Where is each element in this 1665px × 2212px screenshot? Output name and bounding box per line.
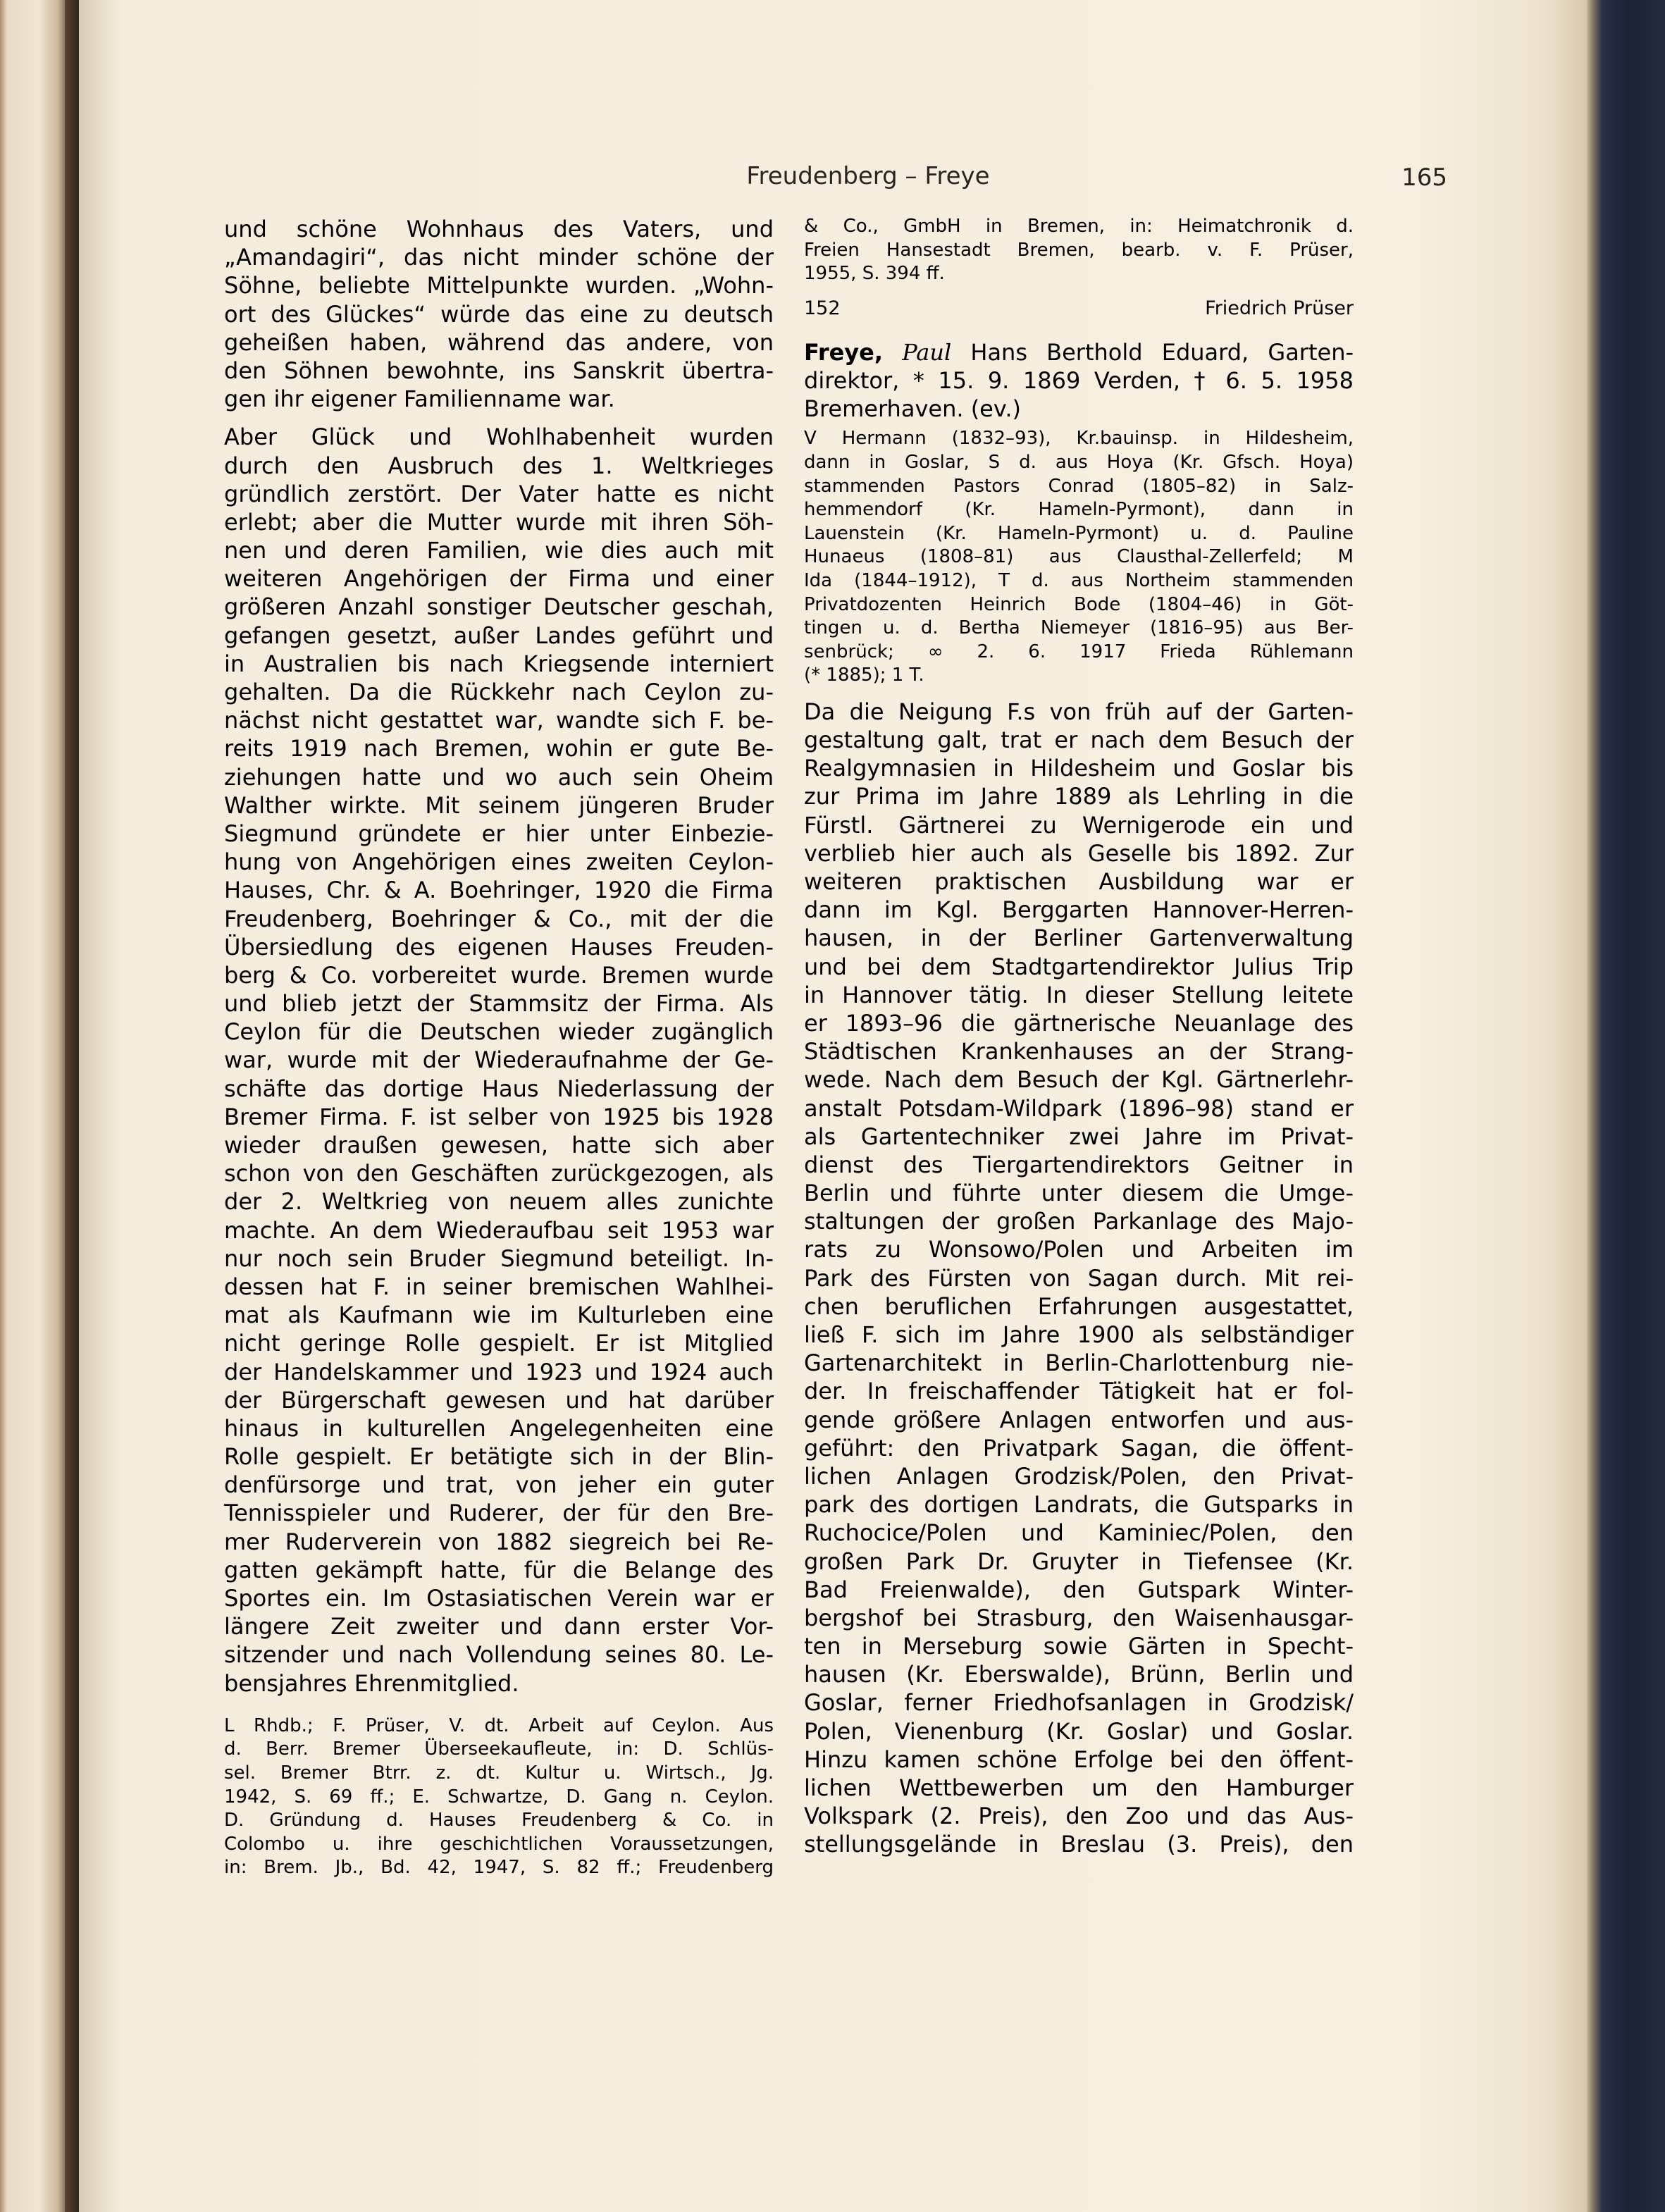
text-line: den Söhnen bewohnte, ins Sanskrit übertra- xyxy=(224,357,774,384)
text-line: Hauses, Chr. & A. Boehringer, 1920 die Firma xyxy=(224,877,774,904)
text-line: stellungsgelände in Breslau (3. Preis), den xyxy=(804,1831,1354,1858)
text-line: Tennisspieler und Ruderer, der für den Bre- xyxy=(224,1500,774,1527)
left-column xyxy=(224,215,774,1880)
entry-heading-line: direktor, * 15. 9. 1869 Verden, † 6. 5. 1958 xyxy=(804,366,1354,394)
text-line: Fürstl. Gärtnerei zu Wernigerode ein und xyxy=(804,811,1354,839)
entry-given-name: Paul xyxy=(902,338,952,366)
text-line: Bremer Firma. F. ist selber von 1925 bis 1928 xyxy=(224,1103,774,1130)
text-line: sel. Bremer Btrr. z. dt. Kultur u. Wirtsch., Jg. xyxy=(224,1762,774,1784)
text-line: Freudenberg, Boehringer & Co., mit der die xyxy=(224,905,774,932)
text-line: V Hermann (1832–93), Kr.bauinsp. in Hildesheim, xyxy=(804,428,1354,450)
text-line: großen Park Dr. Gruyter in Tiefensee (Kr. xyxy=(804,1547,1354,1575)
entry-heading-line: Bremerhaven. (ev.) xyxy=(804,395,1021,423)
text-line: park des dortigen Landrats, die Gutsparks in xyxy=(804,1491,1354,1519)
text-line: Aber Glück und Wohlhabenheit wurden xyxy=(224,424,774,451)
text-line: verblieb hier auch als Geselle bis 1892. Zur xyxy=(804,839,1354,867)
text-line: Lauenstein (Kr. Hameln-Pyrmont) u. d. Pauline xyxy=(804,522,1354,544)
paragraph-gap xyxy=(804,321,1354,338)
text-line: & Co., GmbH in Bremen, in: Heimatchronik d. xyxy=(804,216,1354,237)
literature-references xyxy=(224,1714,774,1880)
text-line: Privatdozenten Heinrich Bode (1804–46) in Göt- xyxy=(804,593,1354,615)
author-name: Friedrich Prüser xyxy=(1205,297,1354,319)
paragraph xyxy=(224,423,774,1697)
text-line: bensjahres Ehrenmitglied. xyxy=(224,1669,519,1697)
paragraph xyxy=(224,215,774,413)
text-line: in: Brem. Jb., Bd. 42, 1947, S. 82 ff.; Freudenberg xyxy=(224,1857,774,1879)
text-line: wieder draußen gewesen, hatte sich aber xyxy=(224,1132,774,1158)
text-line: schon von den Geschäften zurückgezogen, als xyxy=(224,1160,774,1187)
text-line: Söhne, beliebte Mittelpunkte wurden. „Wohn- xyxy=(224,272,774,299)
text-line: Rolle gespielt. Er betätigte sich in der Blin- xyxy=(224,1443,774,1471)
text-line: mer Ruderverein von 1882 siegreich bei Re- xyxy=(224,1528,774,1555)
text-line: war, wurde mit der Wiederaufnahme der Ge- xyxy=(224,1046,774,1074)
text-line: ort des Glückes“ würde das eine zu deutsch xyxy=(224,300,774,328)
text-line: gründlich zerstört. Der Vater hatte es nicht xyxy=(224,480,774,507)
text-line: berg & Co. vorbereitet wurde. Bremen wurde xyxy=(224,961,774,989)
text-line: hausen, in der Berliner Gartenverwaltung xyxy=(804,925,1354,952)
text-line: nächst nicht gestattet war, wandte sich F. be- xyxy=(224,707,774,734)
text-line: in Hannover tätig. In dieser Stellung leitete xyxy=(804,981,1354,1008)
text-line: durch den Ausbruch des 1. Weltkrieges xyxy=(224,452,774,479)
text-line: sitzender und nach Vollendung seines 80. Le- xyxy=(224,1641,774,1669)
paragraph-gap xyxy=(224,413,774,423)
text-line: L Rhdb.; F. Prüser, V. dt. Arbeit auf Ceylon. Aus xyxy=(224,1714,774,1736)
text-line: ten in Merseburg sowie Gärten in Specht- xyxy=(804,1633,1354,1660)
text-line: dann im Kgl. Berggarten Hannover-Herren- xyxy=(804,896,1354,924)
paragraph-gap xyxy=(804,688,1354,698)
text-line: 1942, S. 69 ff.; E. Schwartze, D. Gang n. Ceylon. xyxy=(224,1786,774,1808)
author-signature xyxy=(804,296,1354,321)
text-line: D. Gründung d. Hauses Freudenberg & Co. in xyxy=(224,1810,774,1831)
text-line: Städtischen Krankenhauses an der Strang- xyxy=(804,1038,1354,1065)
text-line: mat als Kaufmann wie im Kulturleben eine xyxy=(224,1302,774,1329)
text-line: der Handelskammer und 1923 und 1924 auch xyxy=(224,1358,774,1385)
text-line: lichen Wettbewerben um den Hamburger xyxy=(804,1774,1354,1801)
text-line: erlebt; aber die Mutter wurde mit ihren Söh- xyxy=(224,508,774,536)
text-line: Realgymnasien in Hildesheim und Goslar bis xyxy=(804,755,1354,782)
text-line: er 1893–96 die gärtnerische Neuanlage des xyxy=(804,1009,1354,1037)
text-line: Park des Fürsten von Sagan durch. Mit rei- xyxy=(804,1264,1354,1292)
text-line: stammenden Pastors Conrad (1805–82) in Salz- xyxy=(804,475,1354,497)
text-line: Freien Hansestadt Bremen, bearb. v. F. Prüser, xyxy=(804,239,1354,261)
text-line: wede. Nach dem Besuch der Kgl. Gärtnerlehr- xyxy=(804,1066,1354,1094)
entry-surname: Freye, xyxy=(804,338,884,366)
text-line: zur Prima im Jahre 1889 als Lehrling in die xyxy=(804,783,1354,810)
text-line: Goslar, ferner Friedhofsanlagen in Grodzisk/ xyxy=(804,1689,1354,1717)
text-line: und bei dem Stadtgartendirektor Julius Trip xyxy=(804,953,1354,980)
text-line: und blieb jetzt der Stammsitz der Firma. Als xyxy=(224,990,774,1018)
text-line: staltungen der großen Parkanlage des Majo- xyxy=(804,1208,1354,1235)
text-line: und schöne Wohnhaus des Vaters, und xyxy=(224,216,774,242)
literature-references-continued xyxy=(804,215,1354,286)
text-line: nen und deren Familien, wie dies auch mit xyxy=(224,537,774,564)
text-line: ziehungen hatte und wo auch sein Oheim xyxy=(224,763,774,791)
text-line: gehalten. Da die Rückkehr nach Ceylon zu- xyxy=(224,679,774,705)
text-line: geheißen haben, während das andere, von xyxy=(224,328,774,356)
text-line: Berlin und führte unter diesem die Umge- xyxy=(804,1180,1354,1207)
text-line: Ceylon für die Deutschen wieder zugänglich xyxy=(224,1018,774,1046)
text-line: Walther wirkte. Mit seinem jüngeren Bruder xyxy=(224,791,774,819)
text-line: Ruchocice/Polen und Kaminiec/Polen, den xyxy=(804,1519,1354,1547)
paragraph-gap xyxy=(804,286,1354,296)
text-line: (* 1885); 1 T. xyxy=(804,665,924,686)
text-line: Volkspark (2. Preis), den Zoo und das Aus- xyxy=(804,1803,1354,1830)
genealogy xyxy=(804,427,1354,688)
text-line: bergshof bei Strasburg, den Waisenhausgar- xyxy=(804,1604,1354,1631)
text-line: Gartenarchitekt in Berlin-Charlottenburg nie- xyxy=(804,1349,1354,1377)
text-line: machte. An dem Wiederaufbau seit 1953 war xyxy=(224,1216,774,1244)
text-line: dienst des Tiergartendirektors Geitner in xyxy=(804,1151,1354,1178)
text-line: geführt: den Privatpark Sagan, die öffent- xyxy=(804,1434,1354,1462)
text-line: hung von Angehörigen eines zweiten Ceylon- xyxy=(224,848,774,876)
text-line: lichen Anlagen Grodzisk/Polen, den Privat- xyxy=(804,1462,1354,1490)
text-line: der 2. Weltkrieg von neuem alles zunichte xyxy=(224,1188,774,1216)
text-line: Da die Neigung F.s von früh auf der Garten- xyxy=(804,698,1354,725)
text-line: dessen hat F. in seiner bremischen Wahlhei- xyxy=(224,1273,774,1300)
text-line: Übersiedlung des eigenen Hauses Freuden- xyxy=(224,933,774,960)
text-line: in Australien bis nach Kriegsende interniert xyxy=(224,650,774,677)
text-line: „Amandagiri“, das nicht minder schöne der xyxy=(224,244,774,271)
entry-number: 152 xyxy=(804,297,841,319)
text-line: nicht geringe Rolle gespielt. Er ist Mitglied xyxy=(224,1330,774,1357)
text-line: gende größere Anlagen entworfen und aus- xyxy=(804,1406,1354,1433)
page-number: 165 xyxy=(1401,163,1447,192)
text-line: hinaus in kulturellen Angelegenheiten eine xyxy=(224,1414,774,1442)
text-line: Bad Freienwalde), den Gutspark Winter- xyxy=(804,1576,1354,1603)
text-line: hausen (Kr. Eberswalde), Brünn, Berlin und xyxy=(804,1661,1354,1688)
text-line: rats zu Wonsowo/Polen und Arbeiten im xyxy=(804,1236,1354,1263)
text-line: ließ F. sich im Jahre 1900 als selbständiger xyxy=(804,1321,1354,1348)
text-line: längere Zeit zweiter und dann erster Vor- xyxy=(224,1613,774,1641)
text-line: der Bürgerschaft gewesen und hat darüber xyxy=(224,1386,774,1414)
text-line: der. In freischaffender Tätigkeit hat er fol- xyxy=(804,1378,1354,1405)
text-line: weiteren Angehörigen der Firma und einer xyxy=(224,565,774,593)
paragraph xyxy=(804,698,1354,1859)
text-line: 1955, S. 394 ff. xyxy=(804,263,945,285)
text-line: Siegmund gründete er hier unter Einbezie- xyxy=(224,820,774,847)
text-line: weiteren praktischen Ausbildung war er xyxy=(804,868,1354,895)
text-line: anstalt Potsdam-Wildpark (1896–98) stand er xyxy=(804,1094,1354,1122)
text-line: d. Berr. Bremer Überseekaufleute, in: D. Schlüs- xyxy=(224,1738,774,1760)
text-line: chen beruflichen Erfahrungen ausgestattet, xyxy=(804,1292,1354,1320)
text-line: reits 1919 nach Bremen, wohin er gute Be- xyxy=(224,735,774,762)
text-line: nur noch sein Bruder Siegmund beteiligt. In- xyxy=(224,1244,774,1272)
text-line: hemmendorf (Kr. Hameln-Pyrmont), dann in xyxy=(804,499,1354,521)
entry-heading-rest: Hans Berthold Eduard, Garten- xyxy=(970,338,1354,366)
right-column xyxy=(804,215,1354,1859)
text-line: Colombo u. ihre geschichtlichen Voraussetzungen, xyxy=(224,1833,774,1855)
text-line: gefangen gesetzt, außer Landes geführt und xyxy=(224,622,774,649)
running-head: Freudenberg – Freye xyxy=(746,162,990,190)
text-line: Hinzu kamen schöne Erfolge bei den öffent- xyxy=(804,1745,1354,1773)
text-line: Ida (1844–1912), T d. aus Northeim stammenden xyxy=(804,569,1354,591)
paragraph-gap xyxy=(224,1698,774,1714)
text-line: größeren Anzahl sonstiger Deutscher geschah, xyxy=(224,593,774,621)
text-line: gestaltung galt, trat er nach dem Besuch der xyxy=(804,727,1354,754)
text-line: gatten gekämpft hatte, für die Belange des xyxy=(224,1556,774,1583)
entry-heading-line xyxy=(804,338,1354,366)
text-line: dann in Goslar, S d. aus Hoya (Kr. Gfsch. Hoya) xyxy=(804,451,1354,473)
left-page-edge xyxy=(0,0,68,2212)
text-line: denfürsorge und trat, von jeher ein guter xyxy=(224,1471,774,1499)
text-line: schäfte das dortige Haus Niederlassung der xyxy=(224,1075,774,1102)
text-line: gen ihr eigener Familienname war. xyxy=(224,385,615,413)
text-line: tingen u. d. Bertha Niemeyer (1816–95) aus Ber- xyxy=(804,617,1354,639)
text-line: Hunaeus (1808–81) aus Clausthal-Zellerfeld; M xyxy=(804,546,1354,568)
book-cover-edge xyxy=(1587,0,1665,2212)
entry-heading xyxy=(804,338,1354,424)
text-line: Sportes ein. Im Ostasiatischen Verein war er xyxy=(224,1585,774,1612)
text-line: als Gartentechniker zwei Jahre im Privat- xyxy=(804,1123,1354,1150)
text-line: Polen, Vienenburg (Kr. Goslar) und Goslar. xyxy=(804,1717,1354,1745)
text-line: senbrück; ∞ 2. 6. 1917 Frieda Rühlemann xyxy=(804,641,1354,662)
